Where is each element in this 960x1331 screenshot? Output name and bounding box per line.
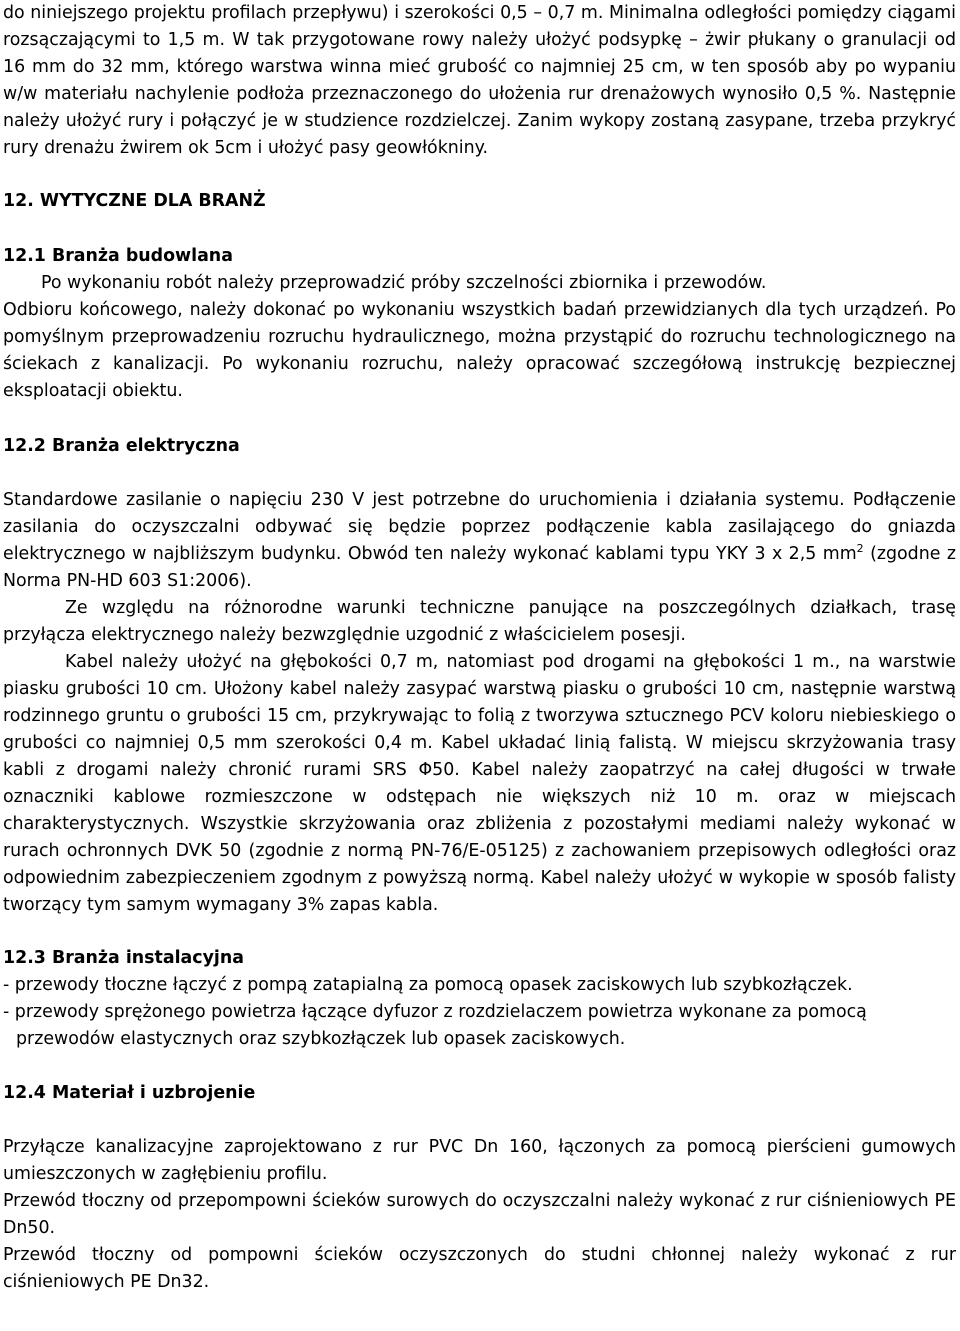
section-12-4-heading: 12.4 Materiał i uzbrojenie (3, 1083, 256, 1103)
s12-2-paragraph-2: Ze względu na różnorodne warunki techniczne panujące na poszczególnych działkach, trasę przyłącza elektrycznego należy bezwzględnie uzgodnić z właścicielem posesji. (3, 598, 956, 645)
s12-2-p1-text: Standardowe zasilanie o napięciu 230 V jest potrzebne do uruchomienia i działania systemu. Podłączenie zasilania do oczyszczalni odbywać się będzie poprzez podłączenie kabla zasilającego do gniazda elektrycznego w najbliższym budynku. Obwód ten należy wykonać kablami typu YKY 3 x 2,5 mm (3, 490, 956, 564)
s12-4-paragraph-2: Przewód tłoczny od przepompowni ścieków surowych do oczyszczalni należy wykonać z rur ciśnieniowych PE Dn50. (3, 1191, 956, 1238)
section-12-heading: 12. WYTYCZNE DLA BRANŻ (3, 191, 266, 211)
s12-3-item2-line2: przewodów elastycznych oraz szybkozłączek lub opasek zaciskowych. (16, 1029, 626, 1049)
intro-paragraph: do niniejszego projektu profilach przepływu) i szerokości 0,5 – 0,7 m. Minimalna odległości pomiędzy ciągami rozsączającymi to 1,5 m. W tak przygotowane rowy należy ułożyć podsypkę – żwir płukany o granulacji od 16 mm do 32 mm, którego warstwa winna mieć grubość co najmniej 25 cm, w ten sposób aby po wypaniu w/w materiału nachylenie podłoża przeznaczonego do ułożenia rur drenażowych wynosiło 0,5 %. Następnie należy ułożyć rury i połączyć je w studzience rozdzielczej. Zanim wykopy zostaną zasypane, trzeba przykryć rury drenażu żwirem ok 5cm i ułożyć pasy geowłókniny. (3, 3, 956, 158)
s12-1-line1: Po wykonaniu robót należy przeprowadzić próby szczelności zbiornika i przewodów. (41, 273, 767, 293)
s12-3-list-item-1: - przewody tłoczne łączyć z pompą zatapialną za pomocą opasek zaciskowych lub szybkozłączek. (3, 975, 853, 995)
s12-4-paragraph-1: Przyłącze kanalizacyjne zaprojektowano z rur PVC Dn 160, łączonych za pomocą pierścieni gumowych umieszczonych w zagłębieniu profilu. (3, 1137, 956, 1184)
s12-2-paragraph-1 (3, 487, 956, 595)
s12-3-list-item-2 (3, 999, 956, 1053)
section-12-1-heading: 12.1 Branża budowlana (3, 246, 233, 266)
s12-3-item2-line1: - przewody sprężonego powietrza łączące dyfuzor z rozdzielaczem powietrza wykonane za pomocą (3, 1002, 867, 1022)
superscript-2: 2 (856, 542, 864, 555)
document-page (3, 0, 956, 1296)
s12-1-paragraph: Odbioru końcowego, należy dokonać po wykonaniu wszystkich badań przewidzianych dla tych urządzeń. Po pomyślnym przeprowadzeniu rozruchu hydraulicznego, można przystąpić do rozruchu technologicznego na ściekach z kanalizacji. Po wykonaniu rozruchu, należy opracować szczegółową instrukcję bezpiecznej eksploatacji obiektu. (3, 300, 956, 401)
s12-4-paragraph-3: Przewód tłoczny od pompowni ścieków oczyszczonych do studni chłonnej należy wykonać z rur ciśnieniowych PE Dn32. (3, 1245, 956, 1292)
section-12-3-heading: 12.3 Branża instalacyjna (3, 948, 244, 968)
s12-2-paragraph-3: Kabel należy ułożyć na głębokości 0,7 m, natomiast pod drogami na głębokości 1 m., na warstwie piasku grubości 10 cm. Ułożony kabel należy zasypać warstwą piasku o grubości 10 cm, następnie warstwą rodzinnego gruntu o grubości 15 cm, przykrywając to folią z tworzywa sztucznego PCV koloru niebieskiego o grubości co najmniej 0,5 mm szerokości 0,4 m. Kabel układać linią falistą. W miejscu skrzyżowania trasy kabli z drogami należy chronić rurami SRS Φ50. Kabel należy zaopatrzyć na całej długości w trwałe oznaczniki kablowe rozmieszczone w odstępach nie większych niż 10 m. oraz w miejscach charakterystycznych. Wszystkie skrzyżowania oraz zbliżenia z pozostałymi mediami należy wykonać w rurach ochronnych DVK 50 (zgodnie z normą PN-76/E-05125) z zachowaniem przepisowych odległości oraz odpowiednim zabezpieczeniem zgodnym z powyższą normą. Kabel należy ułożyć w wykopie w sposób falisty tworzący tym samym wymagany 3% zapas kabla. (3, 652, 956, 915)
section-12-2-heading: 12.2 Branża elektryczna (3, 436, 240, 456)
s12-2-p1-tail: (zgodne z Norma PN-HD 603 S1:2006). (3, 544, 956, 591)
